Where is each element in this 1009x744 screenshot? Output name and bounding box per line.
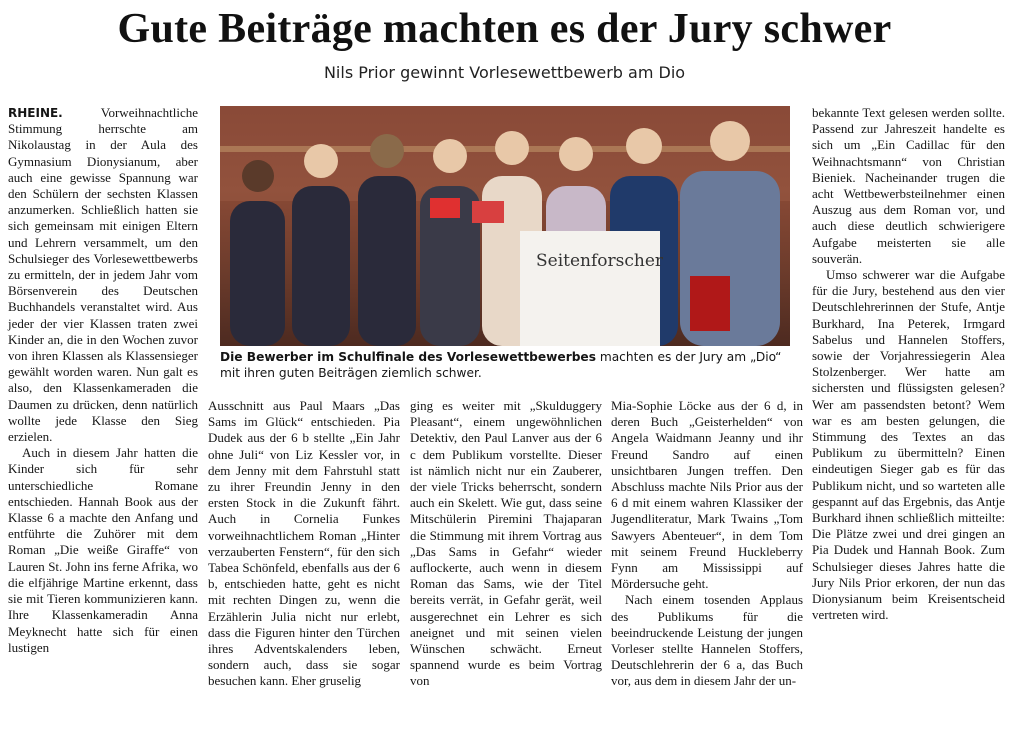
photo-illustration [220,106,790,346]
paragraph: Mia-Sophie Löcke aus der 6 d, in deren Buch „Geisterhelden“ von Angela Waidmann Jeanny und ihr Freund Sandro auf einen unsichtbaren Jungen treffen. Den Abschluss machte Nils Prior aus der 6 d mit einem wahren Klassiker der Jugendliteratur, Mark Twains „Tom Sawyers Abenteuer“, in dem Tom mit seinem Freund Huckleberry Fynn am Mississippi auf Mördersuche geht. [611,398,803,592]
text-column-3 [410,398,602,690]
paragraph: Ausschnitt aus Paul Maars „Das Sams im Glück“ entschieden. Pia Dudek aus der 6 b stellte „Ein Jahr ohne Juli“ von Liz Kessler vor, in dem Jenny mit dem Fahrstuhl statt zu ihrer Freundin Jenny in den ersten Stock in die Zukunft fährt. Auch in Cornelia Funkes vorweihnachtlichem Roman „Hinter verzauberten Fenstern“, für den sich Tabea Schönfeld, ebenfalls aus der 6 b, entschieden hatte, geht es nicht mit rechten Dingen zu, wenn die Erzählerin Julia nicht nur erlebt, dass die Figuren hinter den Türchen ihres Adventskalenders leben, sondern auch, dass sie sogar besuchen kann. Eher gruselig [208,398,400,689]
article-subheadline: Nils Prior gewinnt Vorlesewettbewerb am Dio [323,63,686,82]
caption-bold: Die Bewerber im Schulfinale des Vorlesewettbewerbes [220,350,596,364]
paragraph: Umso schwerer war die Aufgabe für die Jury, bestehend aus den vier Deutschlehrerinnen der Stufe, Antje Burkhard, Ina Peterek, Irmgard Sabelus und Hannelen Stoffers, sowie der Vorjahressiegerin Alea Stolzenberger. Wer hatte am sichersten und flüssigsten gelesen? Wer am passendsten betont? Wem war es am besten gelungen, die Stimmung des Textes an das Publikum zu übermitteln? Einen eindeutigen Sieger gab es für das Publikum nicht, und so warteten alle gespannt auf das Ergebnis, das Antje Burkhard ihnen schließlich mitteilte: Die Plätze zwei und drei gingen an Pia Dudek und Hannah Book. Zum Schulsieger dieses Jahres hatte die Jury Nils Prior erkoren, der nun das Dionysianum beim Kreisentscheid vertreten wird. [812,267,1005,623]
sign-text: Seitenforscher [536,251,664,271]
paragraph: bekannte Text gelesen werden sollte. Passend zur Jahreszeit handelte es sich um „Ein Cadillac für den Weihnachtsmann“ von Christian Bieniek. Nacheinander trugen die acht Wettbewerbsteilnehmer einen Auszug aus dem Roman vor, und auch diese deutlich schwierigere Aufgabe meisterten sie alle souverän. [812,105,1005,266]
text-column-4 [611,398,803,690]
article-photo [220,106,790,346]
paragraph-text: Vorweihnachtliche Stimmung herrschte am Nikolaustag in der Aula des Gymnasium Dionysianum, aber auch eine gewisse Spannung war den Schülern der sechsten Klassen anzumerken. Schließlich hatten sie sich gemeinsam mit einigen Eltern und Lehrern versammelt, um den Schulsieger des Vorlesewettbewerbs zu ermitteln, der in jedem Jahr vom Börsenverein des Deutschen Buchhandels veranstaltet wird. Aus jeder der vier Klassen traten zwei Kinder an, die in den Wochen zuvor von ihren Klassen als Klassensieger gewählt worden waren. Nun galt es also, den Klassenkameraden die Daumen zu drücken, denn natürlich wollte jede Klasse den Sieg erzielen. [8,105,198,445]
caption-text: machten es der Jury am „Dio“ mit ihren guten Beiträgen ziemlich schwer. [220,350,782,380]
text-column-1 [8,105,198,656]
paragraph [8,105,198,445]
text-column-5 [812,105,1005,624]
paragraph: Auch in diesem Jahr hatten die Kinder sich für sehr unterschiedliche Romane entschieden. Hannah Book aus der Klasse 6 a machte den Anfang und entführte die Zuhörer mit dem Roman „Die weiße Giraffe“ von Lauren St. John ins ferne Afrika, wo die elfjährige Martine erkennt, dass sie mit Tieren kommunizieren kann. Ihre Klassenkameradin Anna Meyknecht hatte sich für einen lustigen [8,445,198,655]
dateline: RHEINE. [8,106,63,120]
paragraph: Nach einem tosenden Applaus des Publikums für die beeindruckende Leistung der jungen Vorleser stellte Hannelen Stoffers, Deutschlehrerin der 6 a, das Buch vor, aus dem in diesem Jahr der un- [611,592,803,689]
article-headline: Gute Beiträge machten es der Jury schwer [117,6,892,52]
photo-caption [220,349,795,381]
text-column-2 [208,398,400,690]
paragraph: ging es weiter mit „Skulduggery Pleasant“, einem ungewöhnlichen Detektiv, den Paul Lanver aus der 6 c dem Publikum vorstellte. Dieser ist nämlich nicht nur ein Zauberer, der viele Tricks beherrscht, sondern auch ein Skelett. Wie gut, dass seine Mitschülerin Piremini Thajaparan die Stimmung mit ihrem Vortrag aus „Das Sams in Gefahr“ wieder auflockerte, auch wenn in diesem Roman das Sams, wie der Titel bereits verrät, in Gefahr gerät, weil ausgerechnet ein Lehrer es sich aneignet und mit seinen vielen Wünschen schwächt. Erneut spannend wurde es beim Vortrag von [410,398,602,689]
